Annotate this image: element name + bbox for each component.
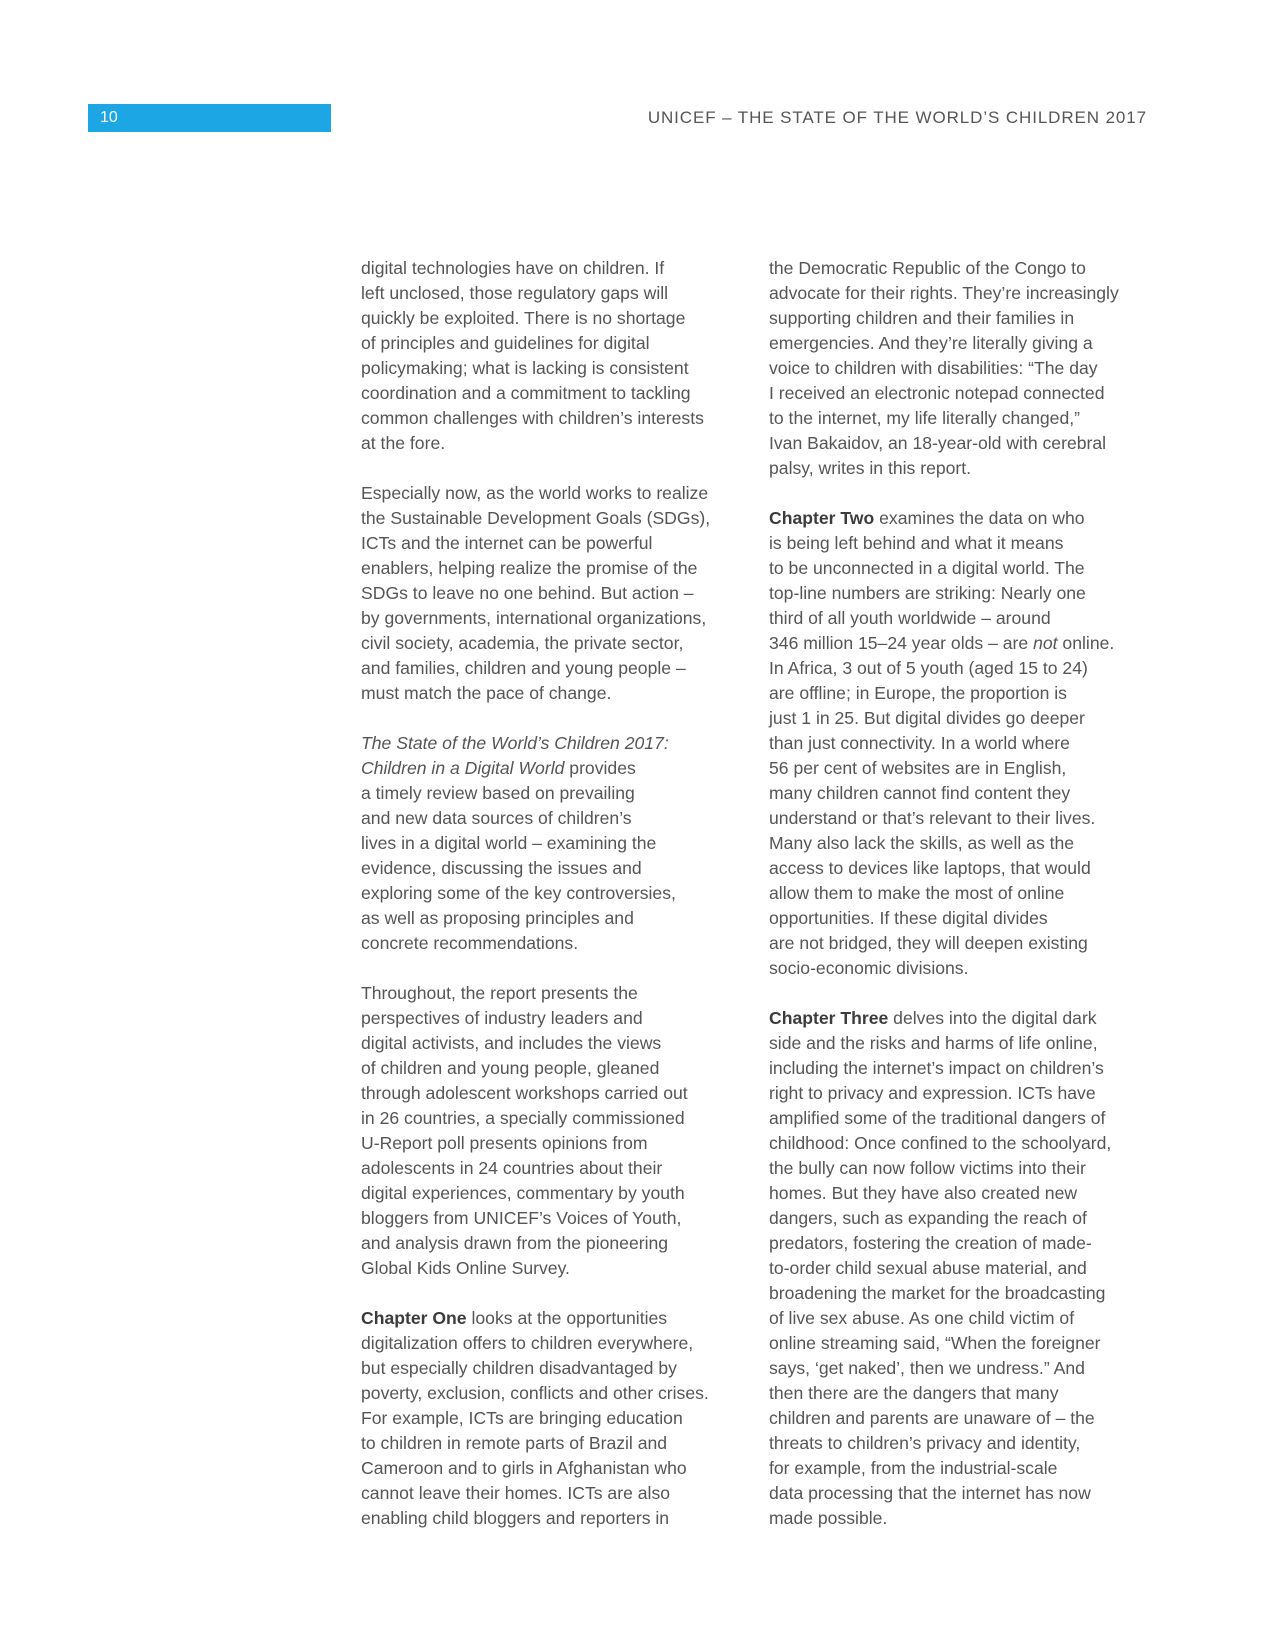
text-line: and families, children and young people – — [361, 658, 686, 678]
paragraph — [361, 981, 761, 1281]
text-line: Global Kids Online Survey. — [361, 1258, 570, 1278]
text-line: as well as proposing principles and — [361, 908, 634, 928]
paragraph — [361, 256, 761, 456]
text-line: including the internet’s impact on children’s — [769, 1058, 1104, 1078]
page-number: 10 — [100, 109, 118, 126]
text-line: a timely review based on prevailing — [361, 783, 635, 803]
text-line: Many also lack the skills, as well as the — [769, 833, 1075, 853]
text-line: homes. But they have also created new — [769, 1183, 1078, 1203]
text-line: through adolescent workshops carried out — [361, 1083, 688, 1103]
text-line: digital technologies have on children. If — [361, 258, 665, 278]
text-line: bloggers from UNICEF’s Voices of Youth, — [361, 1208, 682, 1228]
text-line: Cameroon and to girls in Afghanistan who — [361, 1458, 687, 1478]
paragraph — [361, 731, 761, 956]
text-line: allow them to make the most of online — [769, 883, 1065, 903]
page-number-tab — [88, 104, 331, 132]
text-line: exploring some of the key controversies, — [361, 883, 676, 903]
text-line: of live sex abuse. As one child victim of — [769, 1308, 1075, 1328]
text-line: the Democratic Republic of the Congo to — [769, 258, 1086, 278]
text-line: supporting children and their families in — [769, 308, 1075, 328]
text-line: dangers, such as expanding the reach of — [769, 1208, 1087, 1228]
text-line: ICTs and the internet can be powerful — [361, 533, 653, 553]
text-line: children and parents are unaware of – the — [769, 1408, 1095, 1428]
text-line: to be unconnected in a digital world. The — [769, 558, 1085, 578]
text-line: socio-economic divisions. — [769, 958, 969, 978]
report-subtitle: Children in a Digital World — [361, 758, 565, 778]
text-line: predators, fostering the creation of made- — [769, 1233, 1092, 1253]
text-line: U-Report poll presents opinions from — [361, 1133, 648, 1153]
text-line: then there are the dangers that many — [769, 1383, 1059, 1403]
paragraph — [361, 1306, 761, 1531]
text-line: palsy, writes in this report. — [769, 458, 972, 478]
text-line: right to privacy and expression. ICTs have — [769, 1083, 1096, 1103]
text-line — [361, 1306, 761, 1331]
text-span: online. — [1057, 633, 1115, 653]
text-span: 346 million 15–24 year olds – are — [769, 633, 1034, 653]
text-line: are not bridged, they will deepen existing — [769, 933, 1088, 953]
chapter-three-heading: Chapter Three — [769, 1008, 889, 1028]
text-line: opportunities. If these digital divides — [769, 908, 1048, 928]
text-line: I received an electronic notepad connected — [769, 383, 1105, 403]
text-line — [361, 756, 761, 781]
text-line: are offline; in Europe, the proportion is — [769, 683, 1067, 703]
text-line: childhood: Once confined to the schoolyard, — [769, 1133, 1112, 1153]
text-line: for example, from the industrial-scale — [769, 1458, 1058, 1478]
text-line — [769, 1006, 1169, 1031]
text-line: data processing that the internet has now — [769, 1483, 1091, 1503]
paragraph — [769, 506, 1169, 981]
text-line: top-line numbers are striking: Nearly one — [769, 583, 1086, 603]
text-line: broadening the market for the broadcasting — [769, 1283, 1106, 1303]
text-line: 56 per cent of websites are in English, — [769, 758, 1067, 778]
text-line: to-order child sexual abuse material, and — [769, 1258, 1087, 1278]
text-line: lives in a digital world – examining the — [361, 833, 657, 853]
running-header-title: UNICEF – THE STATE OF THE WORLD’S CHILDREN 2017 — [647, 108, 1147, 127]
text-line: adolescents in 24 countries about their — [361, 1158, 663, 1178]
text-line: In Africa, 3 out of 5 youth (aged 15 to 24) — [769, 658, 1088, 678]
text-line: to the internet, my life literally changed,” — [769, 408, 1080, 428]
text-line: digital experiences, commentary by youth — [361, 1183, 685, 1203]
text-line: poverty, exclusion, conflicts and other crises. — [361, 1383, 709, 1403]
text-line: threats to children’s privacy and identity, — [769, 1433, 1081, 1453]
text-line: Throughout, the report presents the — [361, 983, 638, 1003]
text-line: third of all youth worldwide – around — [769, 608, 1051, 628]
text-line: must match the pace of change. — [361, 683, 612, 703]
text-span: delves into the digital dark — [888, 1008, 1097, 1028]
text-line: and analysis drawn from the pioneering — [361, 1233, 669, 1253]
text-line: emergencies. And they’re literally giving a — [769, 333, 1093, 353]
right-column — [769, 256, 1169, 1556]
paragraph — [769, 1006, 1169, 1531]
text-line: online streaming said, “When the foreigner — [769, 1333, 1101, 1353]
text-line: advocate for their rights. They’re increasingly — [769, 283, 1119, 303]
text-line: amplified some of the traditional dangers of — [769, 1108, 1106, 1128]
text-line: policymaking; what is lacking is consistent — [361, 358, 689, 378]
text-line: says, ‘get naked’, then we undress.” And — [769, 1358, 1085, 1378]
text-line: to children in remote parts of Brazil and — [361, 1433, 668, 1453]
report-title-line: The State of the World’s Children 2017: — [361, 733, 669, 753]
text-line: many children cannot find content they — [769, 783, 1071, 803]
text-line: digital activists, and includes the views — [361, 1033, 662, 1053]
text-span: examines the data on who — [874, 508, 1085, 528]
text-line: digitalization offers to children everywhere, — [361, 1333, 694, 1353]
text-line: concrete recommendations. — [361, 933, 579, 953]
text-line: enabling child bloggers and reporters in — [361, 1508, 670, 1528]
text-span: looks at the opportunities — [466, 1308, 668, 1328]
paragraph — [769, 256, 1169, 481]
text-line: just 1 in 25. But digital divides go deeper — [769, 708, 1085, 728]
text-line: by governments, international organizations, — [361, 608, 707, 628]
text-line: perspectives of industry leaders and — [361, 1008, 643, 1028]
text-line: is being left behind and what it means — [769, 533, 1064, 553]
text-line: enablers, helping realize the promise of the — [361, 558, 698, 578]
text-line: of children and young people, gleaned — [361, 1058, 660, 1078]
text-line: civil society, academia, the private sector, — [361, 633, 684, 653]
text-line: Especially now, as the world works to realize — [361, 483, 709, 503]
text-line: coordination and a commitment to tackling — [361, 383, 691, 403]
text-line: of principles and guidelines for digital — [361, 333, 650, 353]
text-line — [769, 506, 1169, 531]
chapter-one-heading: Chapter One — [361, 1308, 467, 1328]
emphasis-not: not — [1033, 633, 1058, 653]
paragraph — [361, 481, 761, 706]
text-line: in 26 countries, a specially commissioned — [361, 1108, 685, 1128]
text-line: voice to children with disabilities: “The day — [769, 358, 1098, 378]
text-line: the Sustainable Development Goals (SDGs), — [361, 508, 711, 528]
text-line: the bully can now follow victims into their — [769, 1158, 1086, 1178]
text-line: For example, ICTs are bringing education — [361, 1408, 683, 1428]
text-line: access to devices like laptops, that would — [769, 858, 1091, 878]
text-line: understand or that’s relevant to their lives. — [769, 808, 1096, 828]
text-line: left unclosed, those regulatory gaps will — [361, 283, 669, 303]
text-line: SDGs to leave no one behind. But action – — [361, 583, 694, 603]
text-line: evidence, discussing the issues and — [361, 858, 642, 878]
text-line: made possible. — [769, 1508, 888, 1528]
chapter-two-heading: Chapter Two — [769, 508, 875, 528]
text-line: common challenges with children’s interests — [361, 408, 704, 428]
left-column — [361, 256, 761, 1556]
text-line: at the fore. — [361, 433, 446, 453]
text-line: than just connectivity. In a world where — [769, 733, 1070, 753]
text-span: provides — [564, 758, 636, 778]
text-line — [769, 631, 1169, 656]
text-line: and new data sources of children’s — [361, 808, 632, 828]
text-line: side and the risks and harms of life online, — [769, 1033, 1098, 1053]
text-line: quickly be exploited. There is no shortage — [361, 308, 686, 328]
text-line: cannot leave their homes. ICTs are also — [361, 1483, 671, 1503]
text-line: Ivan Bakaidov, an 18-year-old with cerebral — [769, 433, 1107, 453]
text-line: but especially children disadvantaged by — [361, 1358, 677, 1378]
